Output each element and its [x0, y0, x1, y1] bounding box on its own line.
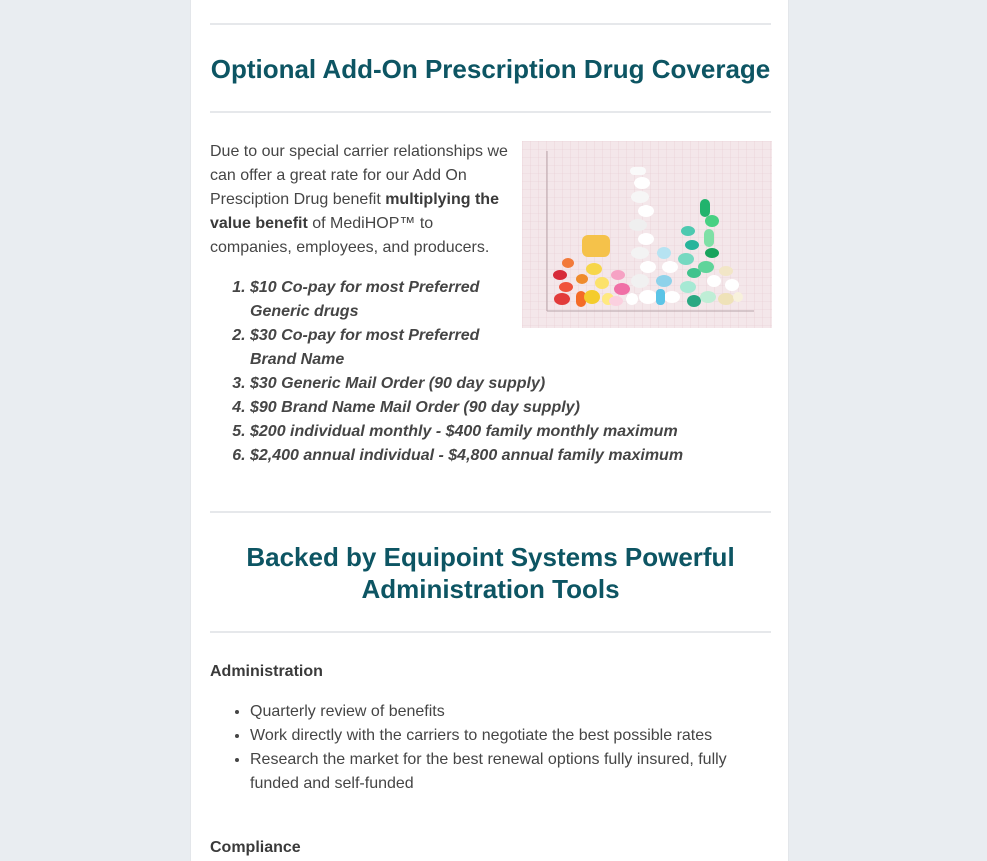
intro-text-end: of MediHOP™ to companies, employees, and producers. [210, 215, 490, 256]
list-item: • Quarterly review of benefits [250, 700, 750, 724]
compliance-heading: Compliance [210, 839, 301, 856]
section-title-drug-coverage: Optional Add-On Prescription Drug Coverage [210, 54, 771, 84]
list-item: 4. $90 Brand Name Mail Order (90 day supply) [250, 396, 771, 420]
list-item: 1. $10 Co-pay for most Preferred Generic drugs [250, 276, 490, 324]
list-item: 5. $200 individual monthly - $400 family monthly maximum [250, 420, 771, 444]
list-item: • Research the market for the best renewal options fully insured, fully funded and self-funded [250, 748, 750, 796]
administration-list [210, 700, 750, 796]
intro-text: Due to our special carrier relationships we can offer a great rate for our Add On Presciption Drug benefit [210, 143, 508, 208]
content-column [190, 0, 789, 861]
benefits-list [210, 276, 771, 468]
list-item: 6. $2,400 annual individual - $4,800 annual family maximum [250, 444, 771, 468]
divider [210, 23, 771, 25]
divider [210, 511, 771, 513]
divider [210, 631, 771, 633]
list-item: 3. $30 Generic Mail Order (90 day supply) [250, 372, 771, 396]
divider [210, 111, 771, 113]
list-item: 2. $30 Co-pay for most Preferred Brand Name [250, 324, 490, 372]
administration-heading: Administration [210, 663, 323, 680]
list-item: • Work directly with the carriers to negotiate the best possible rates [250, 724, 750, 748]
intro-emphasis: multiplying the value benefit [210, 191, 499, 232]
intro-paragraph [210, 140, 510, 260]
section-title-admin-tools: Backed by Equipoint Systems Powerful Administration Tools [246, 542, 735, 604]
